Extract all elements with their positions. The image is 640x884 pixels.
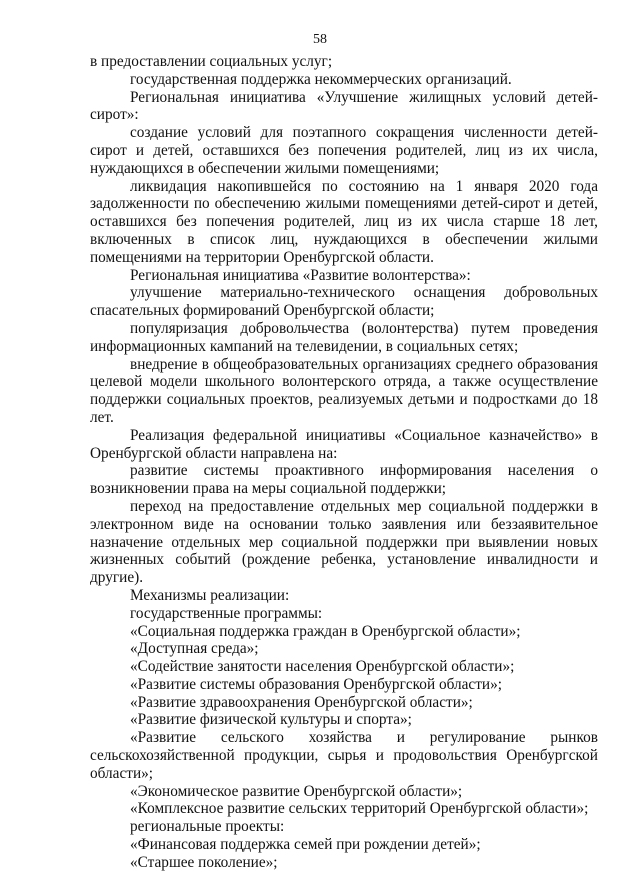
document-body [90, 53, 598, 872]
paragraph: «Развитие здравоохранения Оренбургской области»; [130, 693, 473, 711]
paragraph: «Финансовая поддержка семей при рождении детей»; [130, 836, 481, 854]
paragraph: Реализация федеральной инициативы «Социальное казначейство» в Оренбургской области направлена на: [90, 426, 598, 462]
paragraph: популяризация добровольчества (волонтерства) путем проведения информационных кампаний на телевидении, в социальных сетях; [90, 319, 598, 355]
paragraph: «Старшее поколение»; [130, 853, 278, 871]
paragraph: «Социальная поддержка граждан в Оренбургской области»; [130, 622, 521, 640]
paragraph: «Доступная среда»; [130, 640, 259, 658]
paragraph: развитие системы проактивного информирования населения о возникновении права на меры социальной поддержки; [90, 462, 598, 498]
paragraph: «Развитие системы образования Оренбургской области»; [130, 675, 502, 693]
paragraph: переход на предоставление отдельных мер социальной поддержки в электронном виде на основании только заявления или беззаявительное назначение отдельных мер социальной поддержки при выявлении новых жизненных событий (рождение ребенка, установление инвалидности и другие). [90, 497, 598, 587]
paragraph: улучшение материально-технического оснащения добровольных спасательных формирований Оренбургской области; [90, 284, 598, 320]
paragraph: государственные программы: [130, 604, 323, 622]
paragraph: «Развитие сельского хозяйства и регулирование рынков сельскохозяйственной продукции, сырья и продовольствия Оренбургской области»; [90, 729, 598, 782]
paragraph: в предоставлении социальных услуг; [90, 53, 333, 70]
paragraph: «Содействие занятости населения Оренбургской области»; [130, 658, 515, 676]
paragraph: внедрение в общеобразовательных организациях среднего образования целевой модели школьного волонтерского отряда, а также осуществление поддержки социальных проектов, реализуемых детьми и подростками до 18 лет. [90, 355, 598, 426]
paragraph: «Комплексное развитие сельских территорий Оренбургской области»; [130, 800, 589, 818]
paragraph: создание условий для поэтапного сокращения численности детей-сирот и детей, оставшихся без попечения родителей, лиц из их числа, нуждающихся в обеспечении жилыми помещениями; [90, 124, 598, 177]
paragraph: «Экономическое развитие Оренбургской области»; [130, 782, 463, 800]
paragraph: государственная поддержка некоммерческих организаций. [130, 70, 512, 88]
paragraph: региональные проекты: [130, 818, 285, 836]
paragraph: ликвидация накопившейся по состоянию на 1 января 2020 года задолженности по обеспечению жилыми помещениями детей-сирот и детей, оставшихся без попечения родителей, лиц из их числа старше 18 лет, включенных в список лиц, нуждающихся в обеспечении жилыми помещениями на территории Оренбургской области. [90, 177, 598, 266]
paragraph: Региональная инициатива «Улучшение жилищных условий детей-сирот»: [90, 88, 598, 124]
paragraph: Региональная инициатива «Развитие волонтерства»: [130, 266, 471, 284]
paragraph: Механизмы реализации: [130, 586, 290, 604]
paragraph: «Развитие физической культуры и спорта»; [130, 711, 412, 729]
page-number: 58 [313, 32, 327, 47]
